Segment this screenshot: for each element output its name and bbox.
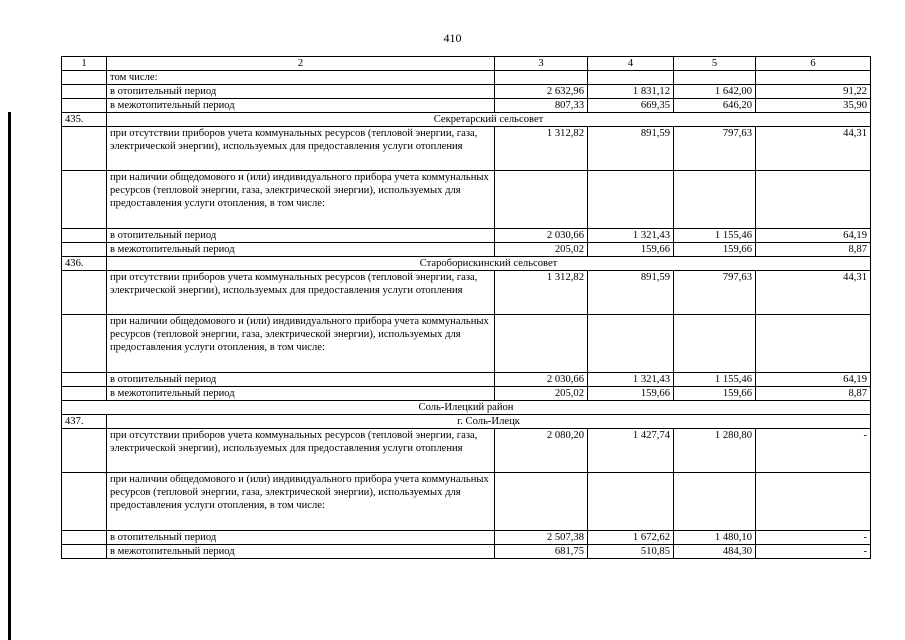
value-cell: - xyxy=(756,531,871,545)
value-cell: 64,19 xyxy=(756,229,871,243)
value-cell: 1 155,46 xyxy=(674,229,756,243)
table-row xyxy=(62,473,871,531)
value-cell: 681,75 xyxy=(495,545,588,559)
value-cell: 2 632,96 xyxy=(495,85,588,99)
value-cell: 159,66 xyxy=(588,387,674,401)
value-cell: 797,63 xyxy=(674,127,756,171)
value-cell: 91,22 xyxy=(756,85,871,99)
value-cell: 1 642,00 xyxy=(674,85,756,99)
value-cell: 2 030,66 xyxy=(495,373,588,387)
value-cell: 1 321,43 xyxy=(588,229,674,243)
value-cell: 64,19 xyxy=(756,373,871,387)
column-header: 6 xyxy=(756,57,871,71)
section-title: Староборискинский сельсовет xyxy=(107,257,871,271)
value-cell: 1 672,62 xyxy=(588,531,674,545)
value-cell: 35,90 xyxy=(756,99,871,113)
table-row xyxy=(62,387,871,401)
value-cell: 1 312,82 xyxy=(495,271,588,315)
row-label: в отопительный период xyxy=(107,85,495,99)
column-header: 2 xyxy=(107,57,495,71)
row-description: при наличии общедомового и (или) индивидуального прибора учета коммунальных ресурсов (тепловой энергии, газа, электрической энергии), используемых для предоставления услуги отопления, в том числе: xyxy=(107,315,495,373)
table-row xyxy=(62,531,871,545)
table-row xyxy=(62,429,871,473)
value-cell: 1 480,10 xyxy=(674,531,756,545)
section-header-row xyxy=(62,415,871,429)
column-header: 1 xyxy=(62,57,107,71)
value-cell: 797,63 xyxy=(674,271,756,315)
table-row xyxy=(62,373,871,387)
row-description: при наличии общедомового и (или) индивидуального прибора учета коммунальных ресурсов (тепловой энергии, газа, электрической энергии), используемых для предоставления услуги отопления, в том числе: xyxy=(107,171,495,229)
row-label: в межотопительный период xyxy=(107,99,495,113)
section-title: г. Соль-Илецк xyxy=(107,415,871,429)
value-cell: 205,02 xyxy=(495,243,588,257)
column-header: 3 xyxy=(495,57,588,71)
section-header-row xyxy=(62,257,871,271)
row-label: в отопительный период xyxy=(107,229,495,243)
value-cell: 807,33 xyxy=(495,99,588,113)
row-label: том числе: xyxy=(107,71,495,85)
page-number: 410 xyxy=(443,31,462,45)
value-cell: 1 155,46 xyxy=(674,373,756,387)
value-cell: - xyxy=(756,545,871,559)
value-cell: - xyxy=(756,429,871,473)
table-row xyxy=(62,71,871,85)
table-row xyxy=(62,271,871,315)
row-label: в отопительный период xyxy=(107,373,495,387)
section-number: 436. xyxy=(62,257,107,271)
value-cell: 1 321,43 xyxy=(588,373,674,387)
value-cell: 891,59 xyxy=(588,271,674,315)
table-row xyxy=(62,243,871,257)
section-header-row xyxy=(62,113,871,127)
value-cell: 159,66 xyxy=(588,243,674,257)
table-row xyxy=(62,315,871,373)
value-cell: 44,31 xyxy=(756,127,871,171)
row-description: при отсутствии приборов учета коммунальных ресурсов (тепловой энергии, газа, электрической энергии), используемых для предоставления услуги отопления xyxy=(107,127,495,171)
value-cell: 159,66 xyxy=(674,387,756,401)
value-cell: 510,85 xyxy=(588,545,674,559)
table-row xyxy=(62,99,871,113)
section-number: 437. xyxy=(62,415,107,429)
table-row xyxy=(62,171,871,229)
value-cell: 484,30 xyxy=(674,545,756,559)
row-label: в межотопительный период xyxy=(107,243,495,257)
district-row xyxy=(62,401,871,415)
value-cell: 8,87 xyxy=(756,243,871,257)
value-cell: 8,87 xyxy=(756,387,871,401)
value-cell: 2 507,38 xyxy=(495,531,588,545)
value-cell: 891,59 xyxy=(588,127,674,171)
value-cell: 1 427,74 xyxy=(588,429,674,473)
column-header: 5 xyxy=(674,57,756,71)
value-cell: 1 280,80 xyxy=(674,429,756,473)
table-row xyxy=(62,229,871,243)
value-cell: 44,31 xyxy=(756,271,871,315)
value-cell: 2 030,66 xyxy=(495,229,588,243)
column-header: 4 xyxy=(588,57,674,71)
row-label: в отопительный период xyxy=(107,531,495,545)
table-row xyxy=(62,545,871,559)
value-cell: 1 312,82 xyxy=(495,127,588,171)
value-cell: 669,35 xyxy=(588,99,674,113)
table-row xyxy=(62,127,871,171)
column-number-row xyxy=(62,57,871,71)
district-title: Соль-Илецкий район xyxy=(62,401,871,415)
tariff-table xyxy=(61,56,871,559)
row-description: при отсутствии приборов учета коммунальных ресурсов (тепловой энергии, газа, электрической энергии), используемых для предоставления услуги отопления xyxy=(107,271,495,315)
value-cell: 1 831,12 xyxy=(588,85,674,99)
value-cell: 2 080,20 xyxy=(495,429,588,473)
section-title: Секретарский сельсовет xyxy=(107,113,871,127)
value-cell: 646,20 xyxy=(674,99,756,113)
value-cell: 205,02 xyxy=(495,387,588,401)
section-number: 435. xyxy=(62,113,107,127)
row-label: в межотопительный период xyxy=(107,545,495,559)
value-cell: 159,66 xyxy=(674,243,756,257)
row-description: при отсутствии приборов учета коммунальных ресурсов (тепловой энергии, газа, электрической энергии), используемых для предоставления услуги отопления xyxy=(107,429,495,473)
table-row xyxy=(62,85,871,99)
row-label: в межотопительный период xyxy=(107,387,495,401)
row-description: при наличии общедомового и (или) индивидуального прибора учета коммунальных ресурсов (тепловой энергии, газа, электрической энергии), используемых для предоставления услуги отопления, в том числе: xyxy=(107,473,495,531)
left-margin-rule xyxy=(8,112,11,640)
